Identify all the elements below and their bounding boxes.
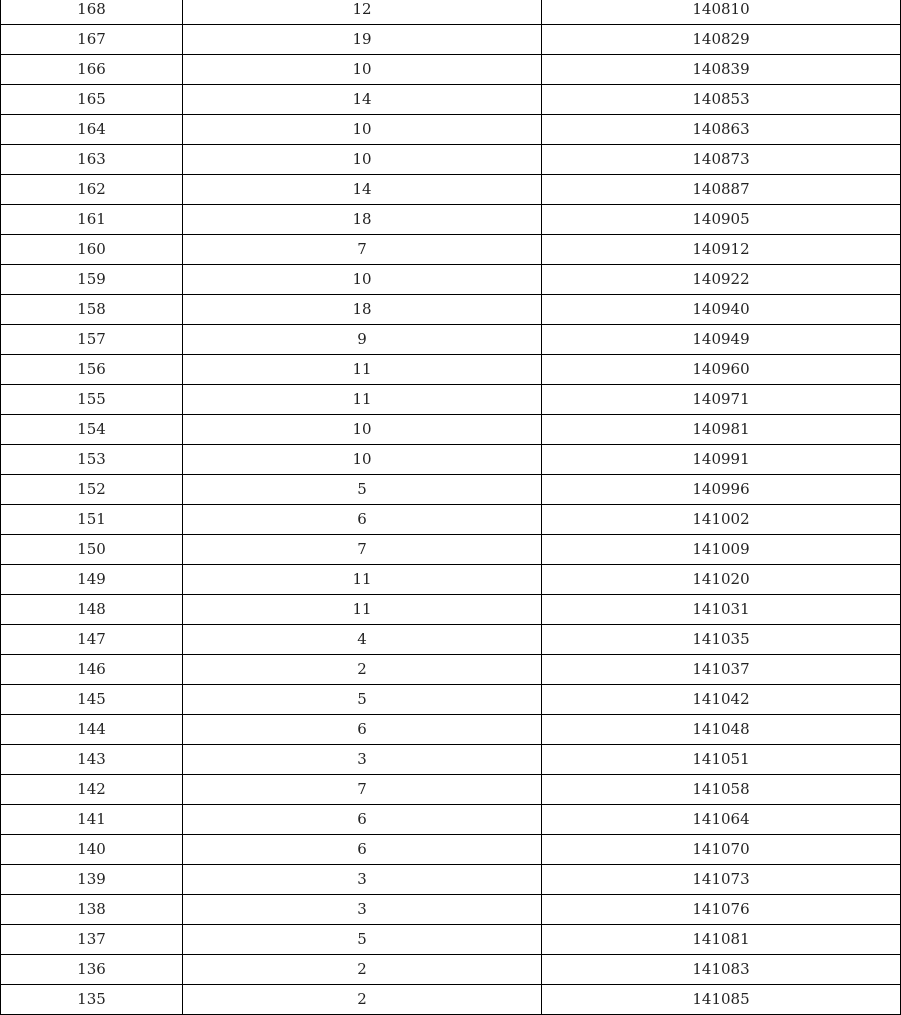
row-number-cell: 160 (1, 235, 183, 265)
cumulative-total-cell: 140829 (542, 25, 901, 55)
count-cell: 7 (183, 775, 542, 805)
count-cell: 7 (183, 535, 542, 565)
count-cell: 6 (183, 715, 542, 745)
cumulative-total-cell: 141048 (542, 715, 901, 745)
count-cell: 10 (183, 265, 542, 295)
count-cell: 14 (183, 85, 542, 115)
count-cell: 10 (183, 55, 542, 85)
row-number-cell: 162 (1, 175, 183, 205)
count-cell: 3 (183, 865, 542, 895)
count-cell: 3 (183, 745, 542, 775)
table-row (1, 115, 901, 145)
row-number-cell: 149 (1, 565, 183, 595)
table-row (1, 955, 901, 985)
table-row (1, 805, 901, 835)
table-body (1, 0, 901, 1015)
row-number-cell: 135 (1, 985, 183, 1015)
cumulative-total-cell: 140839 (542, 55, 901, 85)
table-row (1, 925, 901, 955)
table-row (1, 865, 901, 895)
cumulative-total-cell: 141009 (542, 535, 901, 565)
row-number-cell: 145 (1, 685, 183, 715)
table-row (1, 475, 901, 505)
row-number-cell: 155 (1, 385, 183, 415)
cumulative-total-cell: 141076 (542, 895, 901, 925)
cumulative-total-cell: 140960 (542, 355, 901, 385)
cumulative-total-cell: 141031 (542, 595, 901, 625)
table-row (1, 355, 901, 385)
row-number-cell: 166 (1, 55, 183, 85)
count-cell: 19 (183, 25, 542, 55)
cumulative-total-cell: 140940 (542, 295, 901, 325)
table-row (1, 745, 901, 775)
table-row (1, 565, 901, 595)
cumulative-total-cell: 140905 (542, 205, 901, 235)
cumulative-total-cell: 141051 (542, 745, 901, 775)
table-row (1, 0, 901, 25)
count-cell: 12 (183, 0, 542, 25)
row-number-cell: 147 (1, 625, 183, 655)
count-cell: 6 (183, 505, 542, 535)
cumulative-total-cell: 141058 (542, 775, 901, 805)
count-cell: 11 (183, 565, 542, 595)
cumulative-total-cell: 141081 (542, 925, 901, 955)
cumulative-total-cell: 141073 (542, 865, 901, 895)
table-row (1, 685, 901, 715)
table-row (1, 835, 901, 865)
count-cell: 11 (183, 385, 542, 415)
table-row (1, 985, 901, 1015)
row-number-cell: 152 (1, 475, 183, 505)
row-number-cell: 159 (1, 265, 183, 295)
table-row (1, 415, 901, 445)
count-cell: 2 (183, 655, 542, 685)
cumulative-total-cell: 141042 (542, 685, 901, 715)
table-row (1, 715, 901, 745)
cumulative-total-cell: 140922 (542, 265, 901, 295)
row-number-cell: 164 (1, 115, 183, 145)
row-number-cell: 146 (1, 655, 183, 685)
row-number-cell: 143 (1, 745, 183, 775)
row-number-cell: 151 (1, 505, 183, 535)
table-row (1, 385, 901, 415)
table-row (1, 25, 901, 55)
count-cell: 10 (183, 145, 542, 175)
count-cell: 10 (183, 445, 542, 475)
cumulative-total-cell: 140853 (542, 85, 901, 115)
table-row (1, 445, 901, 475)
count-cell: 10 (183, 415, 542, 445)
table-row (1, 265, 901, 295)
table-row (1, 505, 901, 535)
row-number-cell: 158 (1, 295, 183, 325)
row-number-cell: 168 (1, 0, 183, 25)
cumulative-total-cell: 140863 (542, 115, 901, 145)
cumulative-total-cell: 141037 (542, 655, 901, 685)
table-row (1, 85, 901, 115)
table-row (1, 895, 901, 925)
count-cell: 18 (183, 205, 542, 235)
row-number-cell: 153 (1, 445, 183, 475)
row-number-cell: 163 (1, 145, 183, 175)
count-cell: 5 (183, 685, 542, 715)
table-row (1, 145, 901, 175)
table-row (1, 295, 901, 325)
table-row (1, 535, 901, 565)
row-number-cell: 165 (1, 85, 183, 115)
row-number-cell: 156 (1, 355, 183, 385)
cumulative-total-cell: 140991 (542, 445, 901, 475)
count-cell: 6 (183, 805, 542, 835)
row-number-cell: 161 (1, 205, 183, 235)
row-number-cell: 167 (1, 25, 183, 55)
count-cell: 11 (183, 595, 542, 625)
cumulative-total-cell: 140873 (542, 145, 901, 175)
row-number-cell: 154 (1, 415, 183, 445)
cumulative-total-cell: 141083 (542, 955, 901, 985)
count-cell: 6 (183, 835, 542, 865)
row-number-cell: 137 (1, 925, 183, 955)
cumulative-total-cell: 141020 (542, 565, 901, 595)
row-number-cell: 157 (1, 325, 183, 355)
count-cell: 4 (183, 625, 542, 655)
row-number-cell: 148 (1, 595, 183, 625)
count-cell: 9 (183, 325, 542, 355)
cumulative-total-cell: 141064 (542, 805, 901, 835)
count-cell: 5 (183, 475, 542, 505)
row-number-cell: 142 (1, 775, 183, 805)
count-cell: 18 (183, 295, 542, 325)
count-cell: 14 (183, 175, 542, 205)
cumulative-total-cell: 140949 (542, 325, 901, 355)
row-number-cell: 150 (1, 535, 183, 565)
table-row (1, 595, 901, 625)
count-cell: 10 (183, 115, 542, 145)
cumulative-total-cell: 140810 (542, 0, 901, 25)
table-row (1, 775, 901, 805)
row-number-cell: 138 (1, 895, 183, 925)
row-number-cell: 144 (1, 715, 183, 745)
table-row (1, 55, 901, 85)
cumulative-total-cell: 140887 (542, 175, 901, 205)
cumulative-total-cell: 141085 (542, 985, 901, 1015)
row-number-cell: 139 (1, 865, 183, 895)
table-row (1, 205, 901, 235)
table-row (1, 235, 901, 265)
table-row (1, 325, 901, 355)
count-cell: 2 (183, 985, 542, 1015)
row-number-cell: 141 (1, 805, 183, 835)
cumulative-total-cell: 140971 (542, 385, 901, 415)
cumulative-total-cell: 140912 (542, 235, 901, 265)
table-row (1, 175, 901, 205)
row-number-cell: 140 (1, 835, 183, 865)
count-cell: 5 (183, 925, 542, 955)
row-number-cell: 136 (1, 955, 183, 985)
count-cell: 3 (183, 895, 542, 925)
cumulative-total-cell: 141035 (542, 625, 901, 655)
cumulative-total-cell: 140981 (542, 415, 901, 445)
count-cell: 2 (183, 955, 542, 985)
count-cell: 11 (183, 355, 542, 385)
table-row (1, 625, 901, 655)
table-row (1, 655, 901, 685)
cumulative-total-cell: 141070 (542, 835, 901, 865)
count-cell: 7 (183, 235, 542, 265)
cumulative-total-cell: 140996 (542, 475, 901, 505)
cumulative-total-cell: 141002 (542, 505, 901, 535)
